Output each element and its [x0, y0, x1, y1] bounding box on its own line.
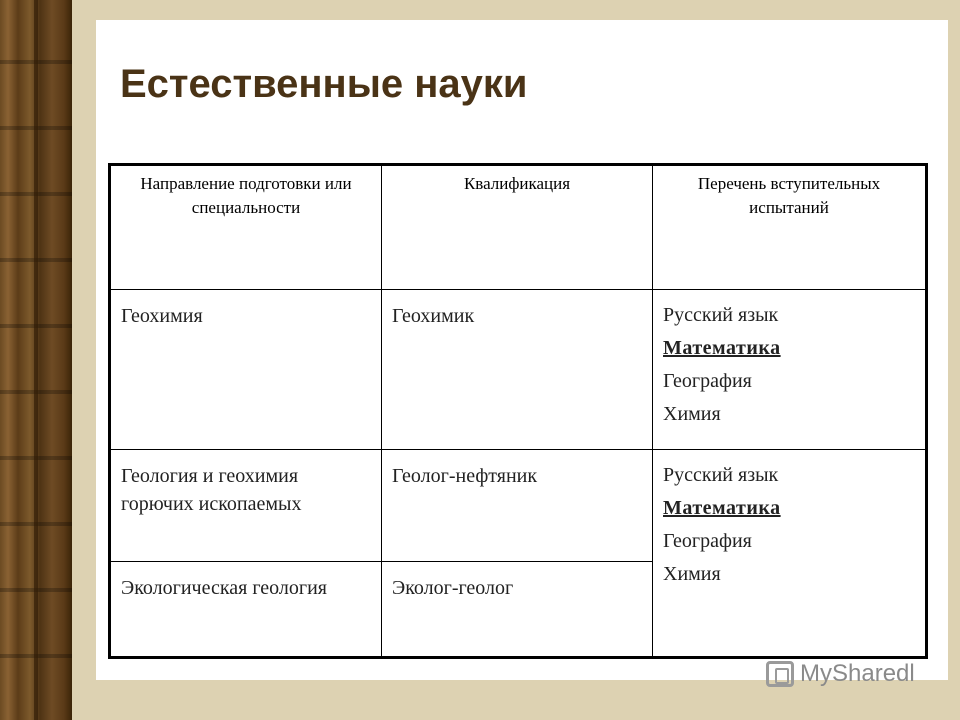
header-exams: Перечень вступительных испытаний [653, 165, 927, 290]
table-header-row [110, 165, 927, 290]
exam-item: География [663, 529, 752, 552]
presentation-icon [766, 661, 794, 687]
cell-qualification: Геохимик [382, 289, 653, 449]
header-direction: Направление подготовки или специальности [110, 165, 382, 290]
exam-item: Химия [663, 562, 721, 585]
table-row [110, 289, 927, 449]
exam-item: География [663, 369, 752, 392]
header-qualification: Квалификация [382, 165, 653, 290]
exam-item: Русский язык [663, 303, 779, 326]
exam-item-key: Математика [663, 496, 781, 519]
cell-exams [653, 289, 927, 449]
table-row [110, 449, 927, 561]
cell-qualification: Геолог-нефтяник [382, 449, 653, 561]
slide-title: Естественные науки [120, 62, 528, 106]
decorative-wood-strip [0, 0, 72, 720]
cell-direction: Экологическая геология [110, 561, 382, 657]
watermark-text: MySharedl [800, 660, 915, 687]
cell-direction: Геология и геохимия горючих ископаемых [110, 449, 382, 561]
exam-item: Русский язык [663, 463, 779, 486]
admission-table [108, 163, 928, 659]
exam-item: Химия [663, 402, 721, 425]
watermark [766, 654, 936, 694]
cell-direction: Геохимия [110, 289, 382, 449]
cell-exams [653, 449, 927, 657]
exam-item-key: Математика [663, 336, 781, 359]
cell-qualification: Эколог-геолог [382, 561, 653, 657]
